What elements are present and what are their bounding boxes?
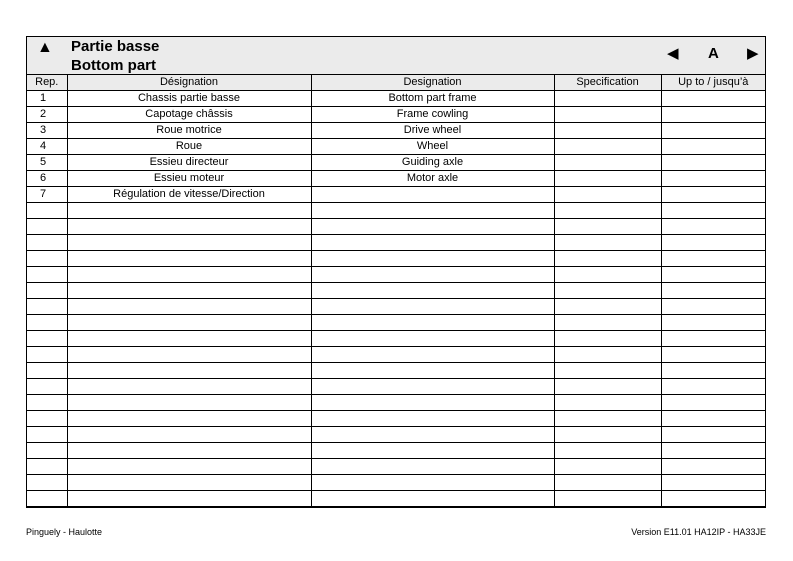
cell-rep: 5 xyxy=(27,155,67,171)
cell-designation-fr xyxy=(67,491,311,507)
cell-up-to xyxy=(661,283,765,299)
cell-designation-fr xyxy=(67,315,311,331)
cell-designation-en: Wheel xyxy=(311,139,554,155)
cell-specification xyxy=(554,235,661,251)
cell-specification xyxy=(554,395,661,411)
cell-designation-fr xyxy=(67,235,311,251)
cell-specification xyxy=(554,379,661,395)
table-row xyxy=(27,443,765,459)
cell-rep xyxy=(27,235,67,251)
cell-specification xyxy=(554,475,661,491)
cell-designation-fr: Roue motrice xyxy=(67,123,311,139)
cell-designation-fr xyxy=(67,251,311,267)
cell-rep xyxy=(27,411,67,427)
page-title-french: Partie basse xyxy=(71,38,160,55)
cell-designation-fr xyxy=(67,219,311,235)
cell-specification xyxy=(554,107,661,123)
cell-designation-en: Guiding axle xyxy=(311,155,554,171)
cell-designation-en xyxy=(311,219,554,235)
cell-designation-en xyxy=(311,235,554,251)
cell-up-to xyxy=(661,315,765,331)
cell-up-to xyxy=(661,299,765,315)
table-row[interactable] xyxy=(27,107,765,123)
cell-specification xyxy=(554,139,661,155)
cell-specification xyxy=(554,331,661,347)
cell-designation-fr xyxy=(67,411,311,427)
cell-designation-en xyxy=(311,363,554,379)
table-row xyxy=(27,267,765,283)
cell-designation-fr xyxy=(67,363,311,379)
cell-designation-fr xyxy=(67,475,311,491)
cell-specification xyxy=(554,427,661,443)
cell-up-to xyxy=(661,363,765,379)
column-header-designation-fr: Désignation xyxy=(67,75,311,91)
table-row xyxy=(27,427,765,443)
cell-specification xyxy=(554,91,661,107)
column-header-rep: Rep. xyxy=(27,75,67,91)
cell-rep xyxy=(27,459,67,475)
cell-rep xyxy=(27,395,67,411)
cell-designation-en xyxy=(311,427,554,443)
table-row xyxy=(27,331,765,347)
cell-rep: 6 xyxy=(27,171,67,187)
cell-designation-fr xyxy=(67,267,311,283)
cell-designation-en xyxy=(311,411,554,427)
cell-up-to xyxy=(661,331,765,347)
table-row xyxy=(27,219,765,235)
cell-designation-en xyxy=(311,299,554,315)
cell-designation-fr: Essieu directeur xyxy=(67,155,311,171)
cell-designation-en: Bottom part frame xyxy=(311,91,554,107)
cell-designation-fr xyxy=(67,427,311,443)
page-header xyxy=(27,37,765,75)
cell-up-to xyxy=(661,443,765,459)
table-row[interactable] xyxy=(27,91,765,107)
cell-up-to xyxy=(661,411,765,427)
cell-rep xyxy=(27,315,67,331)
cell-rep xyxy=(27,379,67,395)
column-header-designation-en: Designation xyxy=(311,75,554,91)
cell-specification xyxy=(554,123,661,139)
cell-designation-en xyxy=(311,475,554,491)
column-header-up-to: Up to / jusqu’à xyxy=(661,75,765,91)
cell-rep xyxy=(27,219,67,235)
cell-designation-en xyxy=(311,315,554,331)
table-row xyxy=(27,251,765,267)
cell-designation-en xyxy=(311,379,554,395)
table-row xyxy=(27,299,765,315)
cell-rep: 2 xyxy=(27,107,67,123)
table-row[interactable] xyxy=(27,139,765,155)
cell-specification xyxy=(554,251,661,267)
cell-up-to xyxy=(661,235,765,251)
cell-designation-fr: Capotage châssis xyxy=(67,107,311,123)
table-row xyxy=(27,235,765,251)
cell-rep: 1 xyxy=(27,91,67,107)
section-letter: A xyxy=(708,45,719,62)
table-row[interactable] xyxy=(27,123,765,139)
cell-rep xyxy=(27,283,67,299)
table-row xyxy=(27,411,765,427)
cell-specification xyxy=(554,283,661,299)
cell-rep: 3 xyxy=(27,123,67,139)
cell-designation-fr xyxy=(67,331,311,347)
cell-rep xyxy=(27,331,67,347)
table-row xyxy=(27,379,765,395)
cell-specification xyxy=(554,171,661,187)
cell-designation-fr xyxy=(67,379,311,395)
cell-designation-en xyxy=(311,187,554,203)
cell-up-to xyxy=(661,139,765,155)
table-row xyxy=(27,315,765,331)
cell-designation-en xyxy=(311,283,554,299)
cell-specification xyxy=(554,267,661,283)
footer-brand: Pinguely - Haulotte xyxy=(26,527,103,537)
cell-specification xyxy=(554,443,661,459)
column-header-specification: Specification xyxy=(554,75,661,91)
table-row xyxy=(27,283,765,299)
cell-up-to xyxy=(661,475,765,491)
cell-rep xyxy=(27,427,67,443)
table-row xyxy=(27,491,765,507)
table-row xyxy=(27,475,765,491)
cell-designation-fr xyxy=(67,395,311,411)
cell-rep xyxy=(27,299,67,315)
cell-up-to xyxy=(661,251,765,267)
table-row[interactable] xyxy=(27,171,765,187)
cell-designation-en xyxy=(311,331,554,347)
cell-specification xyxy=(554,459,661,475)
cell-up-to xyxy=(661,155,765,171)
cell-up-to xyxy=(661,491,765,507)
cell-designation-fr: Chassis partie basse xyxy=(67,91,311,107)
cell-specification xyxy=(554,315,661,331)
cell-up-to xyxy=(661,459,765,475)
cell-specification xyxy=(554,155,661,171)
table-row xyxy=(27,363,765,379)
table-row xyxy=(27,459,765,475)
cell-up-to xyxy=(661,91,765,107)
cell-designation-fr xyxy=(67,459,311,475)
cell-designation-en: Motor axle xyxy=(311,171,554,187)
cell-designation-fr xyxy=(67,203,311,219)
cell-designation-fr xyxy=(67,283,311,299)
cell-designation-en xyxy=(311,443,554,459)
cell-up-to xyxy=(661,347,765,363)
cell-rep xyxy=(27,251,67,267)
cell-designation-en: Drive wheel xyxy=(311,123,554,139)
parts-table xyxy=(27,75,765,507)
cell-specification xyxy=(554,363,661,379)
cell-up-to xyxy=(661,187,765,203)
cell-up-to xyxy=(661,267,765,283)
up-arrow-icon[interactable]: ▲ xyxy=(37,39,53,56)
previous-arrow-icon[interactable]: ◀ xyxy=(667,45,679,62)
table-row xyxy=(27,395,765,411)
cell-designation-fr xyxy=(67,443,311,459)
cell-designation-en xyxy=(311,203,554,219)
cell-specification xyxy=(554,219,661,235)
footer-version: Version E11.01 HA12IP - HA33JE xyxy=(631,527,766,537)
cell-designation-en xyxy=(311,395,554,411)
cell-specification xyxy=(554,203,661,219)
cell-up-to xyxy=(661,379,765,395)
cell-specification xyxy=(554,347,661,363)
cell-designation-en xyxy=(311,459,554,475)
parts-list-frame xyxy=(26,36,766,508)
cell-designation-fr xyxy=(67,347,311,363)
cell-designation-fr xyxy=(67,299,311,315)
cell-rep xyxy=(27,443,67,459)
cell-designation-fr: Régulation de vitesse/Direction xyxy=(67,187,311,203)
table-row xyxy=(27,347,765,363)
cell-rep: 4 xyxy=(27,139,67,155)
cell-designation-en xyxy=(311,347,554,363)
table-row[interactable] xyxy=(27,155,765,171)
cell-up-to xyxy=(661,395,765,411)
cell-up-to xyxy=(661,427,765,443)
cell-designation-en xyxy=(311,267,554,283)
cell-up-to xyxy=(661,107,765,123)
cell-up-to xyxy=(661,219,765,235)
cell-rep xyxy=(27,491,67,507)
cell-rep xyxy=(27,363,67,379)
cell-specification xyxy=(554,187,661,203)
cell-rep: 7 xyxy=(27,187,67,203)
cell-designation-en xyxy=(311,251,554,267)
cell-specification xyxy=(554,491,661,507)
cell-designation-fr: Essieu moteur xyxy=(67,171,311,187)
cell-designation-fr: Roue xyxy=(67,139,311,155)
table-header-row xyxy=(27,75,765,91)
cell-rep xyxy=(27,203,67,219)
cell-designation-en xyxy=(311,491,554,507)
cell-specification xyxy=(554,299,661,315)
next-arrow-icon[interactable]: ▶ xyxy=(747,45,759,62)
cell-designation-en: Frame cowling xyxy=(311,107,554,123)
cell-up-to xyxy=(661,123,765,139)
table-row[interactable] xyxy=(27,187,765,203)
cell-rep xyxy=(27,347,67,363)
cell-up-to xyxy=(661,171,765,187)
page-title-english: Bottom part xyxy=(71,57,156,74)
table-row xyxy=(27,203,765,219)
cell-specification xyxy=(554,411,661,427)
cell-rep xyxy=(27,267,67,283)
cell-rep xyxy=(27,475,67,491)
cell-up-to xyxy=(661,203,765,219)
